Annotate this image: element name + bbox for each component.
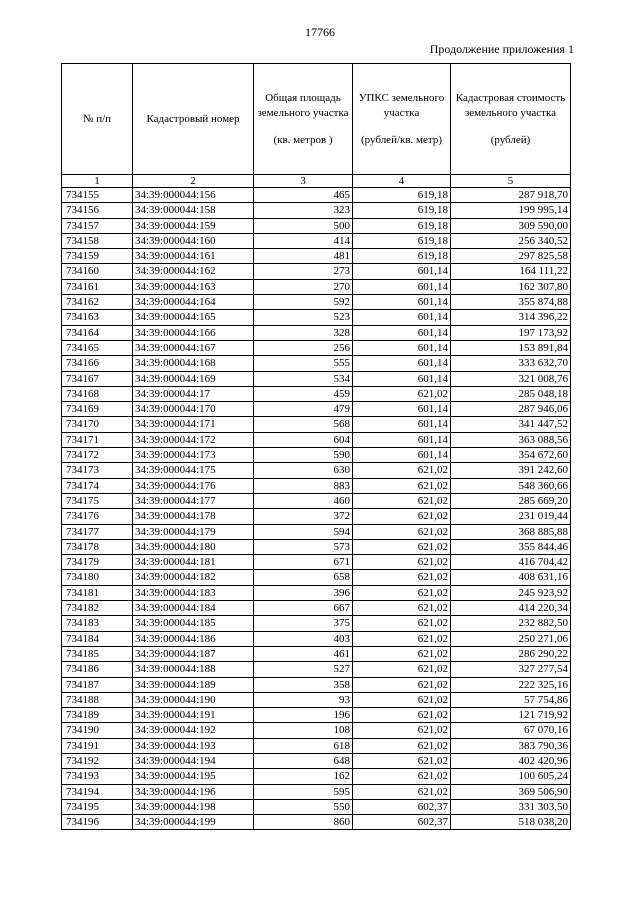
- cell-cadastral-number: 34:39:000044:159: [133, 218, 254, 233]
- table-row: [62, 616, 571, 631]
- table-row: [62, 371, 571, 386]
- cell-row-number: 734157: [62, 218, 133, 233]
- cell-row-number: 734175: [62, 493, 133, 508]
- table-row: [62, 723, 571, 738]
- cell-area: 414: [254, 233, 353, 248]
- table-row: [62, 677, 571, 692]
- cell-row-number: 734186: [62, 662, 133, 677]
- header-area-title: Общая площадь земельного участка: [257, 91, 349, 119]
- cell-cadastral-number: 34:39:000044:164: [133, 295, 254, 310]
- cell-upks: 601,14: [353, 448, 451, 463]
- cell-cadastral-cost: 314 396,22: [451, 310, 571, 325]
- cell-row-number: 734196: [62, 815, 133, 830]
- cell-cadastral-cost: 199 995,14: [451, 203, 571, 218]
- cell-cadastral-number: 34:39:000044:183: [133, 585, 254, 600]
- cell-cadastral-cost: 285 048,18: [451, 386, 571, 401]
- cell-row-number: 734194: [62, 784, 133, 799]
- cell-area: 461: [254, 646, 353, 661]
- table-row: [62, 233, 571, 248]
- cell-area: 108: [254, 723, 353, 738]
- cell-row-number: 734163: [62, 310, 133, 325]
- cell-row-number: 734181: [62, 585, 133, 600]
- table-row: [62, 585, 571, 600]
- cell-cadastral-number: 34:39:000044:196: [133, 784, 254, 799]
- cell-cadastral-number: 34:39:000044:162: [133, 264, 254, 279]
- table-row: [62, 708, 571, 723]
- cell-cadastral-cost: 341 447,52: [451, 417, 571, 432]
- cell-upks: 601,14: [353, 279, 451, 294]
- table-row: [62, 784, 571, 799]
- cell-cadastral-number: 34:39:000044:182: [133, 570, 254, 585]
- cell-upks: 621,02: [353, 509, 451, 524]
- cell-cadastral-cost: 121 719,92: [451, 708, 571, 723]
- cell-cadastral-number: 34:39:000044:160: [133, 233, 254, 248]
- cell-area: 459: [254, 386, 353, 401]
- table-row: [62, 310, 571, 325]
- cell-area: 196: [254, 708, 353, 723]
- cell-upks: 621,02: [353, 493, 451, 508]
- cell-area: 555: [254, 356, 353, 371]
- cell-area: 403: [254, 631, 353, 646]
- table-row: [62, 478, 571, 493]
- cell-cadastral-cost: 363 088,56: [451, 432, 571, 447]
- table-row: [62, 264, 571, 279]
- cell-cadastral-number: 34:39:000044:189: [133, 677, 254, 692]
- cell-row-number: 734178: [62, 539, 133, 554]
- cell-area: 590: [254, 448, 353, 463]
- cell-cadastral-number: 34:39:000044:172: [133, 432, 254, 447]
- cell-upks: 621,02: [353, 524, 451, 539]
- cell-row-number: 734174: [62, 478, 133, 493]
- cell-cadastral-cost: 369 506,90: [451, 784, 571, 799]
- header-num: № п/п: [62, 64, 133, 175]
- cell-cadastral-cost: 287 918,70: [451, 188, 571, 203]
- cell-cadastral-number: 34:39:000044:199: [133, 815, 254, 830]
- header-cadastral: Кадастровый номер: [133, 64, 254, 175]
- cell-cadastral-number: 34:39:000044:167: [133, 340, 254, 355]
- cell-cadastral-cost: 383 790,36: [451, 738, 571, 753]
- cell-area: 604: [254, 432, 353, 447]
- cell-row-number: 734162: [62, 295, 133, 310]
- table-row: [62, 631, 571, 646]
- cell-cadastral-number: 34:39:000044:169: [133, 371, 254, 386]
- cell-upks: 621,02: [353, 478, 451, 493]
- table-row: [62, 662, 571, 677]
- cell-area: 465: [254, 188, 353, 203]
- cell-cadastral-cost: 231 019,44: [451, 509, 571, 524]
- header-upks: [353, 64, 451, 175]
- cell-cadastral-cost: 153 891,84: [451, 340, 571, 355]
- cell-area: 594: [254, 524, 353, 539]
- cell-upks: 621,02: [353, 570, 451, 585]
- table-row: [62, 203, 571, 218]
- cell-cadastral-number: 34:39:000044:156: [133, 188, 254, 203]
- cell-cadastral-cost: 321 008,76: [451, 371, 571, 386]
- cell-upks: 619,18: [353, 249, 451, 264]
- cell-cadastral-number: 34:39:000044:190: [133, 692, 254, 707]
- cell-cadastral-cost: 368 885,88: [451, 524, 571, 539]
- cell-cadastral-cost: 354 672,60: [451, 448, 571, 463]
- table-row: [62, 738, 571, 753]
- cell-area: 479: [254, 402, 353, 417]
- cell-cadastral-number: 34:39:000044:178: [133, 509, 254, 524]
- cell-cadastral-cost: 232 882,50: [451, 616, 571, 631]
- cell-row-number: 734191: [62, 738, 133, 753]
- cell-cadastral-number: 34:39:000044:195: [133, 769, 254, 784]
- cell-cadastral-cost: 391 242,60: [451, 463, 571, 478]
- cell-upks: 621,02: [353, 708, 451, 723]
- cell-cadastral-number: 34:39:000044:17: [133, 386, 254, 401]
- cell-upks: 621,02: [353, 769, 451, 784]
- cell-cadastral-number: 34:39:000044:158: [133, 203, 254, 218]
- cell-area: 648: [254, 753, 353, 768]
- table-row: [62, 386, 571, 401]
- cell-row-number: 734190: [62, 723, 133, 738]
- cell-cadastral-number: 34:39:000044:198: [133, 799, 254, 814]
- cell-upks: 602,37: [353, 799, 451, 814]
- header-upks-unit: (рублей/кв. метр): [361, 133, 442, 146]
- cell-upks: 601,14: [353, 310, 451, 325]
- table-row: [62, 340, 571, 355]
- cell-cadastral-number: 34:39:000044:166: [133, 325, 254, 340]
- cell-cadastral-number: 34:39:000044:168: [133, 356, 254, 371]
- cell-upks: 601,14: [353, 402, 451, 417]
- table-row: [62, 799, 571, 814]
- table-row: [62, 402, 571, 417]
- cell-upks: 619,18: [353, 218, 451, 233]
- cell-area: 396: [254, 585, 353, 600]
- cell-row-number: 734193: [62, 769, 133, 784]
- cell-upks: 621,02: [353, 463, 451, 478]
- table-body: [62, 188, 571, 830]
- cell-row-number: 734189: [62, 708, 133, 723]
- cell-cadastral-number: 34:39:000044:173: [133, 448, 254, 463]
- cell-cadastral-cost: 355 874,88: [451, 295, 571, 310]
- cell-upks: 619,18: [353, 203, 451, 218]
- column-number: 1: [62, 175, 133, 188]
- cell-upks: 601,14: [353, 356, 451, 371]
- header-area-unit: (кв. метров ): [273, 133, 333, 146]
- cell-cadastral-cost: 287 946,06: [451, 402, 571, 417]
- cell-upks: 621,02: [353, 723, 451, 738]
- cell-row-number: 734171: [62, 432, 133, 447]
- cell-row-number: 734184: [62, 631, 133, 646]
- cell-upks: 601,14: [353, 325, 451, 340]
- cell-row-number: 734155: [62, 188, 133, 203]
- cell-upks: 621,02: [353, 616, 451, 631]
- cell-cadastral-cost: 67 070,16: [451, 723, 571, 738]
- cell-cadastral-cost: 197 173,92: [451, 325, 571, 340]
- table-row: [62, 188, 571, 203]
- column-number-row: [62, 175, 571, 188]
- cell-area: 323: [254, 203, 353, 218]
- cell-cadastral-cost: 408 631,16: [451, 570, 571, 585]
- cell-upks: 601,14: [353, 264, 451, 279]
- table-row: [62, 218, 571, 233]
- cell-area: 671: [254, 555, 353, 570]
- continuation-note: Продолжение приложения 1: [429, 42, 574, 56]
- cell-row-number: 734172: [62, 448, 133, 463]
- table-row: [62, 509, 571, 524]
- header-area: [254, 64, 353, 175]
- header-upks-title: УПКС земельного участка: [358, 91, 445, 119]
- cell-cadastral-cost: 297 825,58: [451, 249, 571, 264]
- cell-row-number: 734195: [62, 799, 133, 814]
- cell-cadastral-cost: 327 277,54: [451, 662, 571, 677]
- cell-area: 270: [254, 279, 353, 294]
- cell-cadastral-cost: 331 303,50: [451, 799, 571, 814]
- cell-row-number: 734176: [62, 509, 133, 524]
- page-number: 17766: [305, 25, 335, 39]
- cell-area: 534: [254, 371, 353, 386]
- cell-cadastral-cost: 245 923,92: [451, 585, 571, 600]
- cell-cadastral-number: 34:39:000044:177: [133, 493, 254, 508]
- cell-area: 860: [254, 815, 353, 830]
- cell-upks: 601,14: [353, 417, 451, 432]
- cell-area: 93: [254, 692, 353, 707]
- cell-upks: 621,02: [353, 646, 451, 661]
- table-row: [62, 493, 571, 508]
- cell-cadastral-number: 34:39:000044:188: [133, 662, 254, 677]
- cell-cadastral-cost: 100 605,24: [451, 769, 571, 784]
- cell-area: 550: [254, 799, 353, 814]
- cell-cadastral-cost: 309 590,00: [451, 218, 571, 233]
- table-row: [62, 249, 571, 264]
- cell-cadastral-cost: 57 754,86: [451, 692, 571, 707]
- cell-cadastral-cost: 518 038,20: [451, 815, 571, 830]
- cell-cadastral-number: 34:39:000044:179: [133, 524, 254, 539]
- table-row: [62, 448, 571, 463]
- header-cost: [451, 64, 571, 175]
- cell-row-number: 734170: [62, 417, 133, 432]
- cell-row-number: 734182: [62, 601, 133, 616]
- cell-upks: 621,02: [353, 631, 451, 646]
- cell-cadastral-number: 34:39:000044:165: [133, 310, 254, 325]
- cell-area: 460: [254, 493, 353, 508]
- cell-row-number: 734164: [62, 325, 133, 340]
- column-number: 3: [254, 175, 353, 188]
- cell-cadastral-number: 34:39:000044:176: [133, 478, 254, 493]
- cell-upks: 601,14: [353, 295, 451, 310]
- table-row: [62, 692, 571, 707]
- table-row: [62, 601, 571, 616]
- cell-cadastral-cost: 333 632,70: [451, 356, 571, 371]
- cell-upks: 621,02: [353, 677, 451, 692]
- cell-area: 256: [254, 340, 353, 355]
- cell-row-number: 734165: [62, 340, 133, 355]
- table-row: [62, 539, 571, 554]
- table-row: [62, 524, 571, 539]
- cell-area: 595: [254, 784, 353, 799]
- cell-upks: 621,02: [353, 784, 451, 799]
- cell-cadastral-cost: 222 325,16: [451, 677, 571, 692]
- cell-upks: 601,14: [353, 371, 451, 386]
- cell-row-number: 734156: [62, 203, 133, 218]
- header-cost-unit: (рублей): [490, 133, 531, 146]
- cell-cadastral-cost: 285 669,20: [451, 493, 571, 508]
- cell-row-number: 734177: [62, 524, 133, 539]
- table-row: [62, 432, 571, 447]
- cell-row-number: 734168: [62, 386, 133, 401]
- cell-upks: 621,02: [353, 539, 451, 554]
- cell-cadastral-number: 34:39:000044:185: [133, 616, 254, 631]
- land-cadastral-table: [61, 63, 571, 830]
- table-row: [62, 555, 571, 570]
- cell-row-number: 734160: [62, 264, 133, 279]
- cell-area: 358: [254, 677, 353, 692]
- cell-upks: 621,02: [353, 555, 451, 570]
- table-row: [62, 325, 571, 340]
- cell-row-number: 734173: [62, 463, 133, 478]
- cell-upks: 621,02: [353, 753, 451, 768]
- cell-cadastral-number: 34:39:000044:171: [133, 417, 254, 432]
- cell-row-number: 734188: [62, 692, 133, 707]
- cell-row-number: 734187: [62, 677, 133, 692]
- table-row: [62, 417, 571, 432]
- cell-cadastral-number: 34:39:000044:161: [133, 249, 254, 264]
- cell-area: 481: [254, 249, 353, 264]
- cell-cadastral-number: 34:39:000044:194: [133, 753, 254, 768]
- table-row: [62, 815, 571, 830]
- cell-row-number: 734185: [62, 646, 133, 661]
- cell-cadastral-cost: 402 420,96: [451, 753, 571, 768]
- cell-area: 500: [254, 218, 353, 233]
- cell-area: 375: [254, 616, 353, 631]
- table-row: [62, 570, 571, 585]
- cell-upks: 602,37: [353, 815, 451, 830]
- cell-cadastral-number: 34:39:000044:193: [133, 738, 254, 753]
- cell-upks: 621,02: [353, 585, 451, 600]
- cell-row-number: 734161: [62, 279, 133, 294]
- cell-area: 273: [254, 264, 353, 279]
- cell-upks: 601,14: [353, 340, 451, 355]
- table-row: [62, 753, 571, 768]
- cell-cadastral-cost: 548 360,66: [451, 478, 571, 493]
- cell-upks: 619,18: [353, 233, 451, 248]
- header-row: [62, 64, 571, 175]
- cell-area: 618: [254, 738, 353, 753]
- cell-row-number: 734166: [62, 356, 133, 371]
- cell-cadastral-number: 34:39:000044:186: [133, 631, 254, 646]
- table-row: [62, 356, 571, 371]
- column-number: 2: [133, 175, 254, 188]
- cell-row-number: 734169: [62, 402, 133, 417]
- cell-cadastral-number: 34:39:000044:163: [133, 279, 254, 294]
- cell-row-number: 734159: [62, 249, 133, 264]
- cell-cadastral-number: 34:39:000044:187: [133, 646, 254, 661]
- cell-area: 630: [254, 463, 353, 478]
- cell-upks: 601,14: [353, 432, 451, 447]
- cell-cadastral-number: 34:39:000044:180: [133, 539, 254, 554]
- cell-upks: 621,02: [353, 738, 451, 753]
- cell-area: 658: [254, 570, 353, 585]
- cell-cadastral-number: 34:39:000044:175: [133, 463, 254, 478]
- cell-upks: 621,02: [353, 386, 451, 401]
- cell-upks: 621,02: [353, 692, 451, 707]
- cell-cadastral-cost: 416 704,42: [451, 555, 571, 570]
- table-row: [62, 295, 571, 310]
- cell-area: 592: [254, 295, 353, 310]
- cell-cadastral-number: 34:39:000044:191: [133, 708, 254, 723]
- cell-row-number: 734167: [62, 371, 133, 386]
- column-number: 5: [451, 175, 571, 188]
- cell-area: 372: [254, 509, 353, 524]
- cell-upks: 621,02: [353, 662, 451, 677]
- cell-cadastral-number: 34:39:000044:181: [133, 555, 254, 570]
- cell-area: 573: [254, 539, 353, 554]
- cell-cadastral-number: 34:39:000044:192: [133, 723, 254, 738]
- cell-cadastral-cost: 250 271,06: [451, 631, 571, 646]
- table-row: [62, 279, 571, 294]
- cell-area: 883: [254, 478, 353, 493]
- cell-row-number: 734179: [62, 555, 133, 570]
- cell-area: 568: [254, 417, 353, 432]
- cell-cadastral-cost: 162 307,80: [451, 279, 571, 294]
- cell-upks: 621,02: [353, 601, 451, 616]
- cell-row-number: 734158: [62, 233, 133, 248]
- cell-area: 667: [254, 601, 353, 616]
- cell-upks: 619,18: [353, 188, 451, 203]
- cell-row-number: 734192: [62, 753, 133, 768]
- cell-cadastral-cost: 286 290,22: [451, 646, 571, 661]
- column-number: 4: [353, 175, 451, 188]
- table-row: [62, 646, 571, 661]
- table-row: [62, 769, 571, 784]
- cell-cadastral-cost: 164 111,22: [451, 264, 571, 279]
- cell-cadastral-number: 34:39:000044:184: [133, 601, 254, 616]
- table-row: [62, 463, 571, 478]
- cell-row-number: 734180: [62, 570, 133, 585]
- cell-cadastral-number: 34:39:000044:170: [133, 402, 254, 417]
- cell-area: 527: [254, 662, 353, 677]
- cell-row-number: 734183: [62, 616, 133, 631]
- cell-cadastral-cost: 355 844,46: [451, 539, 571, 554]
- cell-area: 328: [254, 325, 353, 340]
- cell-cadastral-cost: 256 340,52: [451, 233, 571, 248]
- header-cost-title: Кадастровая стоимость земельного участка: [455, 91, 566, 119]
- cell-area: 523: [254, 310, 353, 325]
- cell-cadastral-cost: 414 220,34: [451, 601, 571, 616]
- cell-area: 162: [254, 769, 353, 784]
